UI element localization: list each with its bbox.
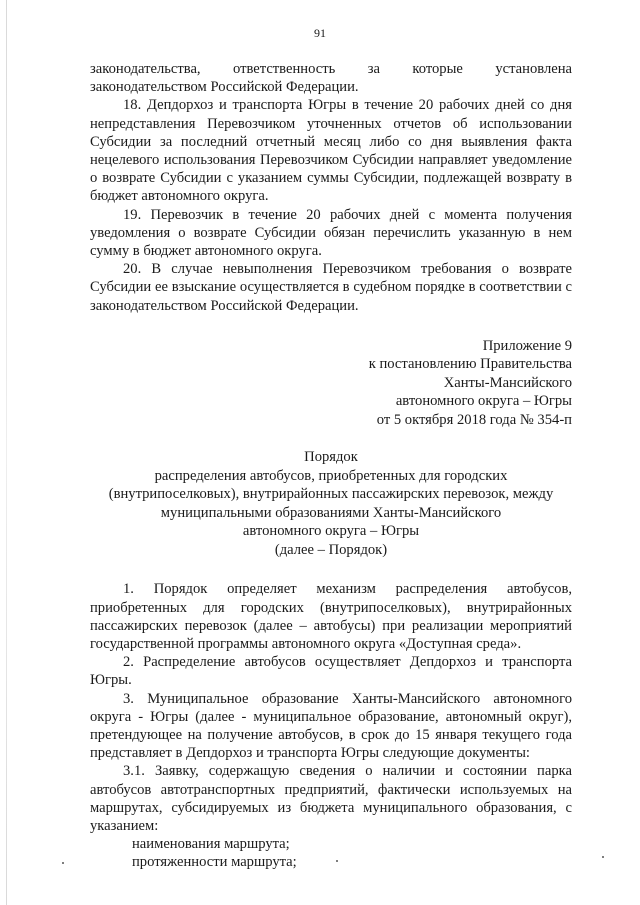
page-number: 91 [314, 26, 326, 40]
paragraph-20: 20. В случае невыполнения Перевозчиком требования о возврате Субсидии ее взыскание осуществляется в судебном порядке в соответствии с законодательством Российской Федерации. [90, 261, 572, 314]
scan-speck [336, 860, 338, 862]
appendix-date: от 5 октября 2018 года № 354-п [376, 411, 572, 428]
appendix-okrug: автономного округа – Югры [395, 393, 572, 410]
appendix-number: Приложение 9 [482, 337, 572, 354]
paragraph-18: 18. Депдорхоз и транспорта Югры в течение 20 рабочих дней со дня непредставления Перевозчиком уточненных отчетов об использовании Субсидии за последний отчетный месяц либо со дня выявления факта нецелевого использования Перевозчиком Субсидии направляет уведомление о возврате Субсидии с указанием суммы Субсидии, подлежащей возврату в бюджет автономного округа. [90, 97, 572, 205]
title-line-6: (далее – Порядок) [274, 541, 388, 558]
procedure-paragraph-2: 2. Распределение автобусов осуществляет Депдорхоз и транспорта Югры. [90, 654, 572, 689]
title-line-3: (внутрипоселковых), внутрирайонных пассажирских перевозок, между [108, 486, 554, 503]
list-item: протяженности маршрута; [132, 854, 297, 871]
title-line-5: автономного округа – Югры [242, 523, 420, 540]
scan-speck [62, 862, 64, 864]
title-line-4: муниципальными образованиями Ханты-Мансийского [160, 504, 502, 521]
procedure-paragraph-3: 3. Муниципальное образование Ханты-Мансийского автономного округа - Югры (далее - муниципальное образование, автономный округ), претендующее на получение автобусов, в срок до 15 января текущего года представляет в Депдорхоз и транспорта Югры следующие документы: [90, 690, 572, 762]
scan-edge-line [6, 0, 7, 905]
paragraph-17-continuation: законодательства, ответственность за которые установлена законодательством Российской Федерации. [90, 61, 572, 96]
title-line-2: распределения автобусов, приобретенных для городских [154, 467, 508, 484]
document-title [90, 448, 572, 559]
scan-speck [602, 856, 604, 858]
appendix-reference: к постановлению Правительства [368, 356, 572, 373]
title-line-1: Порядок [304, 449, 358, 466]
paragraph-19: 19. Перевозчик в течение 20 рабочих дней с момента получения уведомления о возврате Субсидии обязан перечислить указанную в нем сумму в бюджет автономного округа. [90, 206, 572, 260]
procedure-paragraph-3-1: 3.1. Заявку, содержащую сведения о наличии и состоянии парка автобусов автотранспортных предприятий, фактически используемых на маршрутах, субсидируемых из бюджета муниципального образования, с указанием: [90, 763, 572, 834]
procedure-paragraph-1: 1. Порядок определяет механизм распределения автобусов, приобретенных для городских (внутрипоселковых), внутрирайонных пассажирских перевозок (далее – автобусы) при реализации мероприятий государственной программы автономного округа «Доступная среда». [90, 581, 572, 652]
procedure-body [90, 580, 572, 871]
appendix-header [90, 337, 572, 430]
list-item: наименования маршрута; [132, 836, 290, 853]
document-body [90, 60, 572, 872]
appendix-region: Ханты-Мансийского [443, 374, 572, 391]
